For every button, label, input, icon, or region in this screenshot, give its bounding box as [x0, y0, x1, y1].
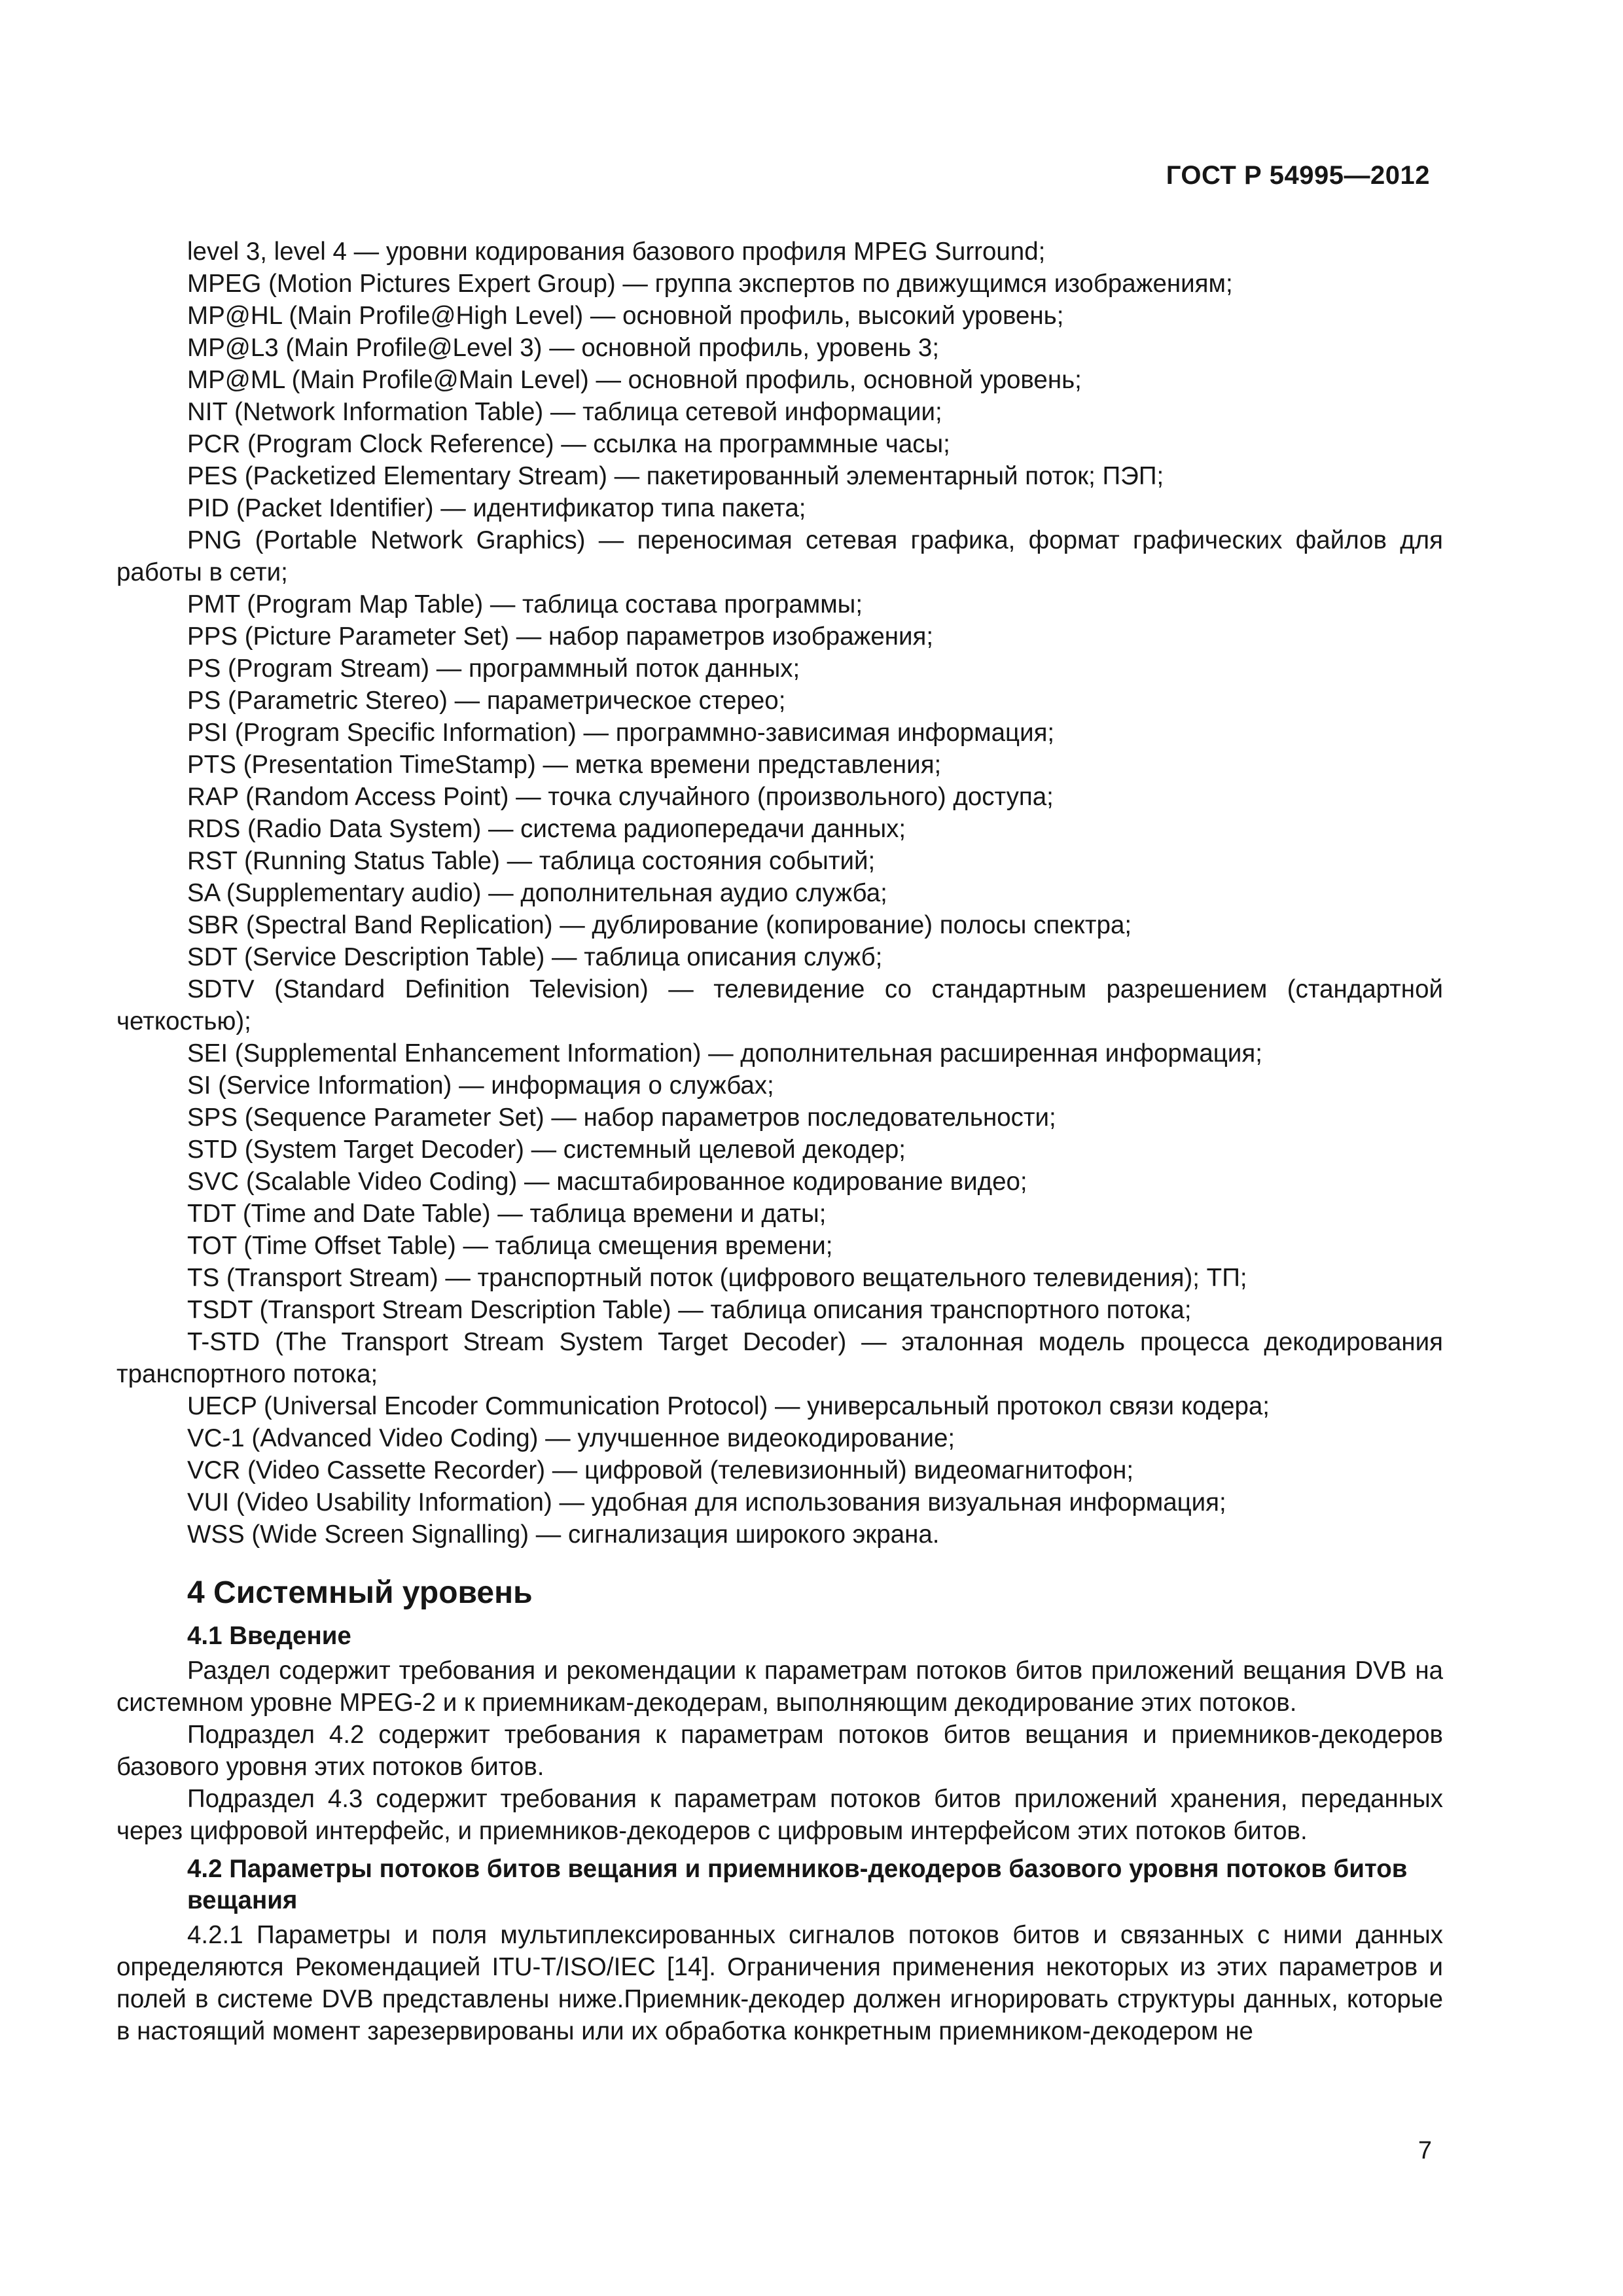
list-item: SA (Supplementary audio) — дополнительная аудио служба; [187, 879, 887, 907]
page-number: 7 [1418, 2137, 1432, 2164]
list-item: TOT (Time Offset Table) — таблица смещения времени; [187, 1232, 833, 1260]
list-item: WSS (Wide Screen Signalling) — сигнализация широкого экрана. [187, 1520, 940, 1549]
list-item: PCR (Program Clock Reference) — ссылка на программные часы; [187, 430, 950, 458]
list-item: SDT (Service Description Table) — таблица описания служб; [187, 943, 883, 971]
list-item: TDT (Time and Date Table) — таблица времени и даты; [187, 1200, 827, 1228]
standard-header: ГОСТ Р 54995—2012 [1166, 161, 1430, 190]
list-item: VCR (Video Cassette Recorder) — цифровой (телевизионный) видеомагнитофон; [187, 1456, 1134, 1484]
paragraph: Подраздел 4.2 содержит требования к параметрам потоков битов вещания и приемников-декодеров базового уровня этих потоков битов. [116, 1721, 1443, 1781]
subsection-4-2-title: 4.2 Параметры потоков битов вещания и приемников-декодеров базового уровня потоков битов вещания [187, 1855, 1408, 1914]
list-item: SEI (Supplemental Enhancement Information) — дополнительная расширенная информация; [187, 1039, 1262, 1067]
list-item: RDS (Radio Data System) — система радиопередачи данных; [187, 815, 906, 843]
subsection-4-1-title: 4.1 Введение [187, 1622, 351, 1650]
list-item: PNG (Portable Network Graphics) — переносимая сетевая графика, формат графических файлов для работы в сети; [116, 526, 1443, 586]
paragraph: Раздел содержит требования и рекомендации к параметрам потоков битов приложений вещания DVB на системном уровне MPEG-2 и к приемникам-декодерам, выполняющим декодирование этих потоков. [116, 1657, 1443, 1717]
list-item: RST (Running Status Table) — таблица состояния событий; [187, 847, 876, 875]
list-item: NIT (Network Information Table) — таблица сетевой информации; [187, 398, 942, 426]
list-item: SBR (Spectral Band Replication) — дублирование (копирование) полосы спектра; [187, 911, 1132, 939]
list-item: MP@HL (Main Profile@High Level) — основной профиль, высокий уровень; [187, 302, 1064, 330]
list-item: PES (Packetized Elementary Stream) — пакетированный элементарный поток; ПЭП; [187, 462, 1164, 490]
list-item: level 3, level 4 — уровни кодирования базового профиля MPEG Surround; [187, 238, 1046, 266]
list-item: STD (System Target Decoder) — системный целевой декодер; [187, 1136, 906, 1164]
list-item: MP@ML (Main Profile@Main Level) — основной профиль, основной уровень; [187, 366, 1082, 394]
list-item: MP@L3 (Main Profile@Level 3) — основной профиль, уровень 3; [187, 334, 940, 362]
list-item: SVC (Scalable Video Coding) — масштабированное кодирование видео; [187, 1168, 1027, 1196]
list-item: VUI (Video Usability Information) — удобная для использования визуальная информация; [187, 1488, 1226, 1516]
list-item: UECP (Universal Encoder Communication Protocol) — универсальный протокол связи кодера; [187, 1392, 1270, 1420]
list-item: PS (Parametric Stereo) — параметрическое стерео; [187, 687, 786, 715]
list-item: SDTV (Standard Definition Television) — телевидение со стандартным разрешением (стандартной четкостью); [116, 975, 1443, 1035]
list-item: PSI (Program Specific Information) — программно-зависимая информация; [187, 719, 1055, 747]
list-item: MPEG (Motion Pictures Expert Group) — группа экспертов по движущимся изображениям; [187, 270, 1233, 298]
paragraph: Подраздел 4.3 содержит требования к параметрам потоков битов приложений хранения, переданных через цифровой интерфейс, и приемников-декодеров с цифровым интерфейсом этих потоков битов. [116, 1785, 1443, 1845]
list-item: SI (Service Information) — информация о службах; [187, 1071, 774, 1100]
list-item: PID (Packet Identifier) — идентификатор типа пакета; [187, 494, 806, 522]
list-item: T-STD (The Transport Stream System Target Decoder) — эталонная модель процесса декодирования транспортного потока; [116, 1328, 1443, 1388]
list-item: TS (Transport Stream) — транспортный поток (цифрового вещательного телевидения); ТП; [187, 1264, 1247, 1292]
list-item: SPS (Sequence Parameter Set) — набор параметров последовательности; [187, 1103, 1056, 1132]
list-item: RAP (Random Access Point) — точка случайного (произвольного) доступа; [187, 783, 1054, 811]
list-item: VC-1 (Advanced Video Coding) — улучшенное видеокодирование; [187, 1424, 955, 1452]
list-item: PPS (Picture Parameter Set) — набор параметров изображения; [187, 622, 934, 651]
list-item: TSDT (Transport Stream Description Table) — таблица описания транспортного потока; [187, 1296, 1192, 1324]
paragraph: 4.2.1 Параметры и поля мультиплексированных сигналов потоков битов и связанных с ними данных определяются Рекомендацией ITU-T/ISO/IEC [14]. Ограничения применения некоторых из этих параметров и полей в системе DVB представлены ниже.Приемник-декодер должен игнорировать структуры данных, которые в настоящий момент зарезервированы или их обработка конкретным приемником-декодером не [116, 1921, 1443, 2045]
abbreviation-list [116, 236, 1443, 1551]
list-item: PS (Program Stream) — программный поток данных; [187, 655, 800, 683]
list-item: PTS (Presentation TimeStamp) — метка времени представления; [187, 751, 942, 779]
page-content [116, 236, 1443, 2047]
section-4-title: 4 Системный уровень [187, 1575, 533, 1610]
list-item: PMT (Program Map Table) — таблица состава программы; [187, 590, 863, 619]
